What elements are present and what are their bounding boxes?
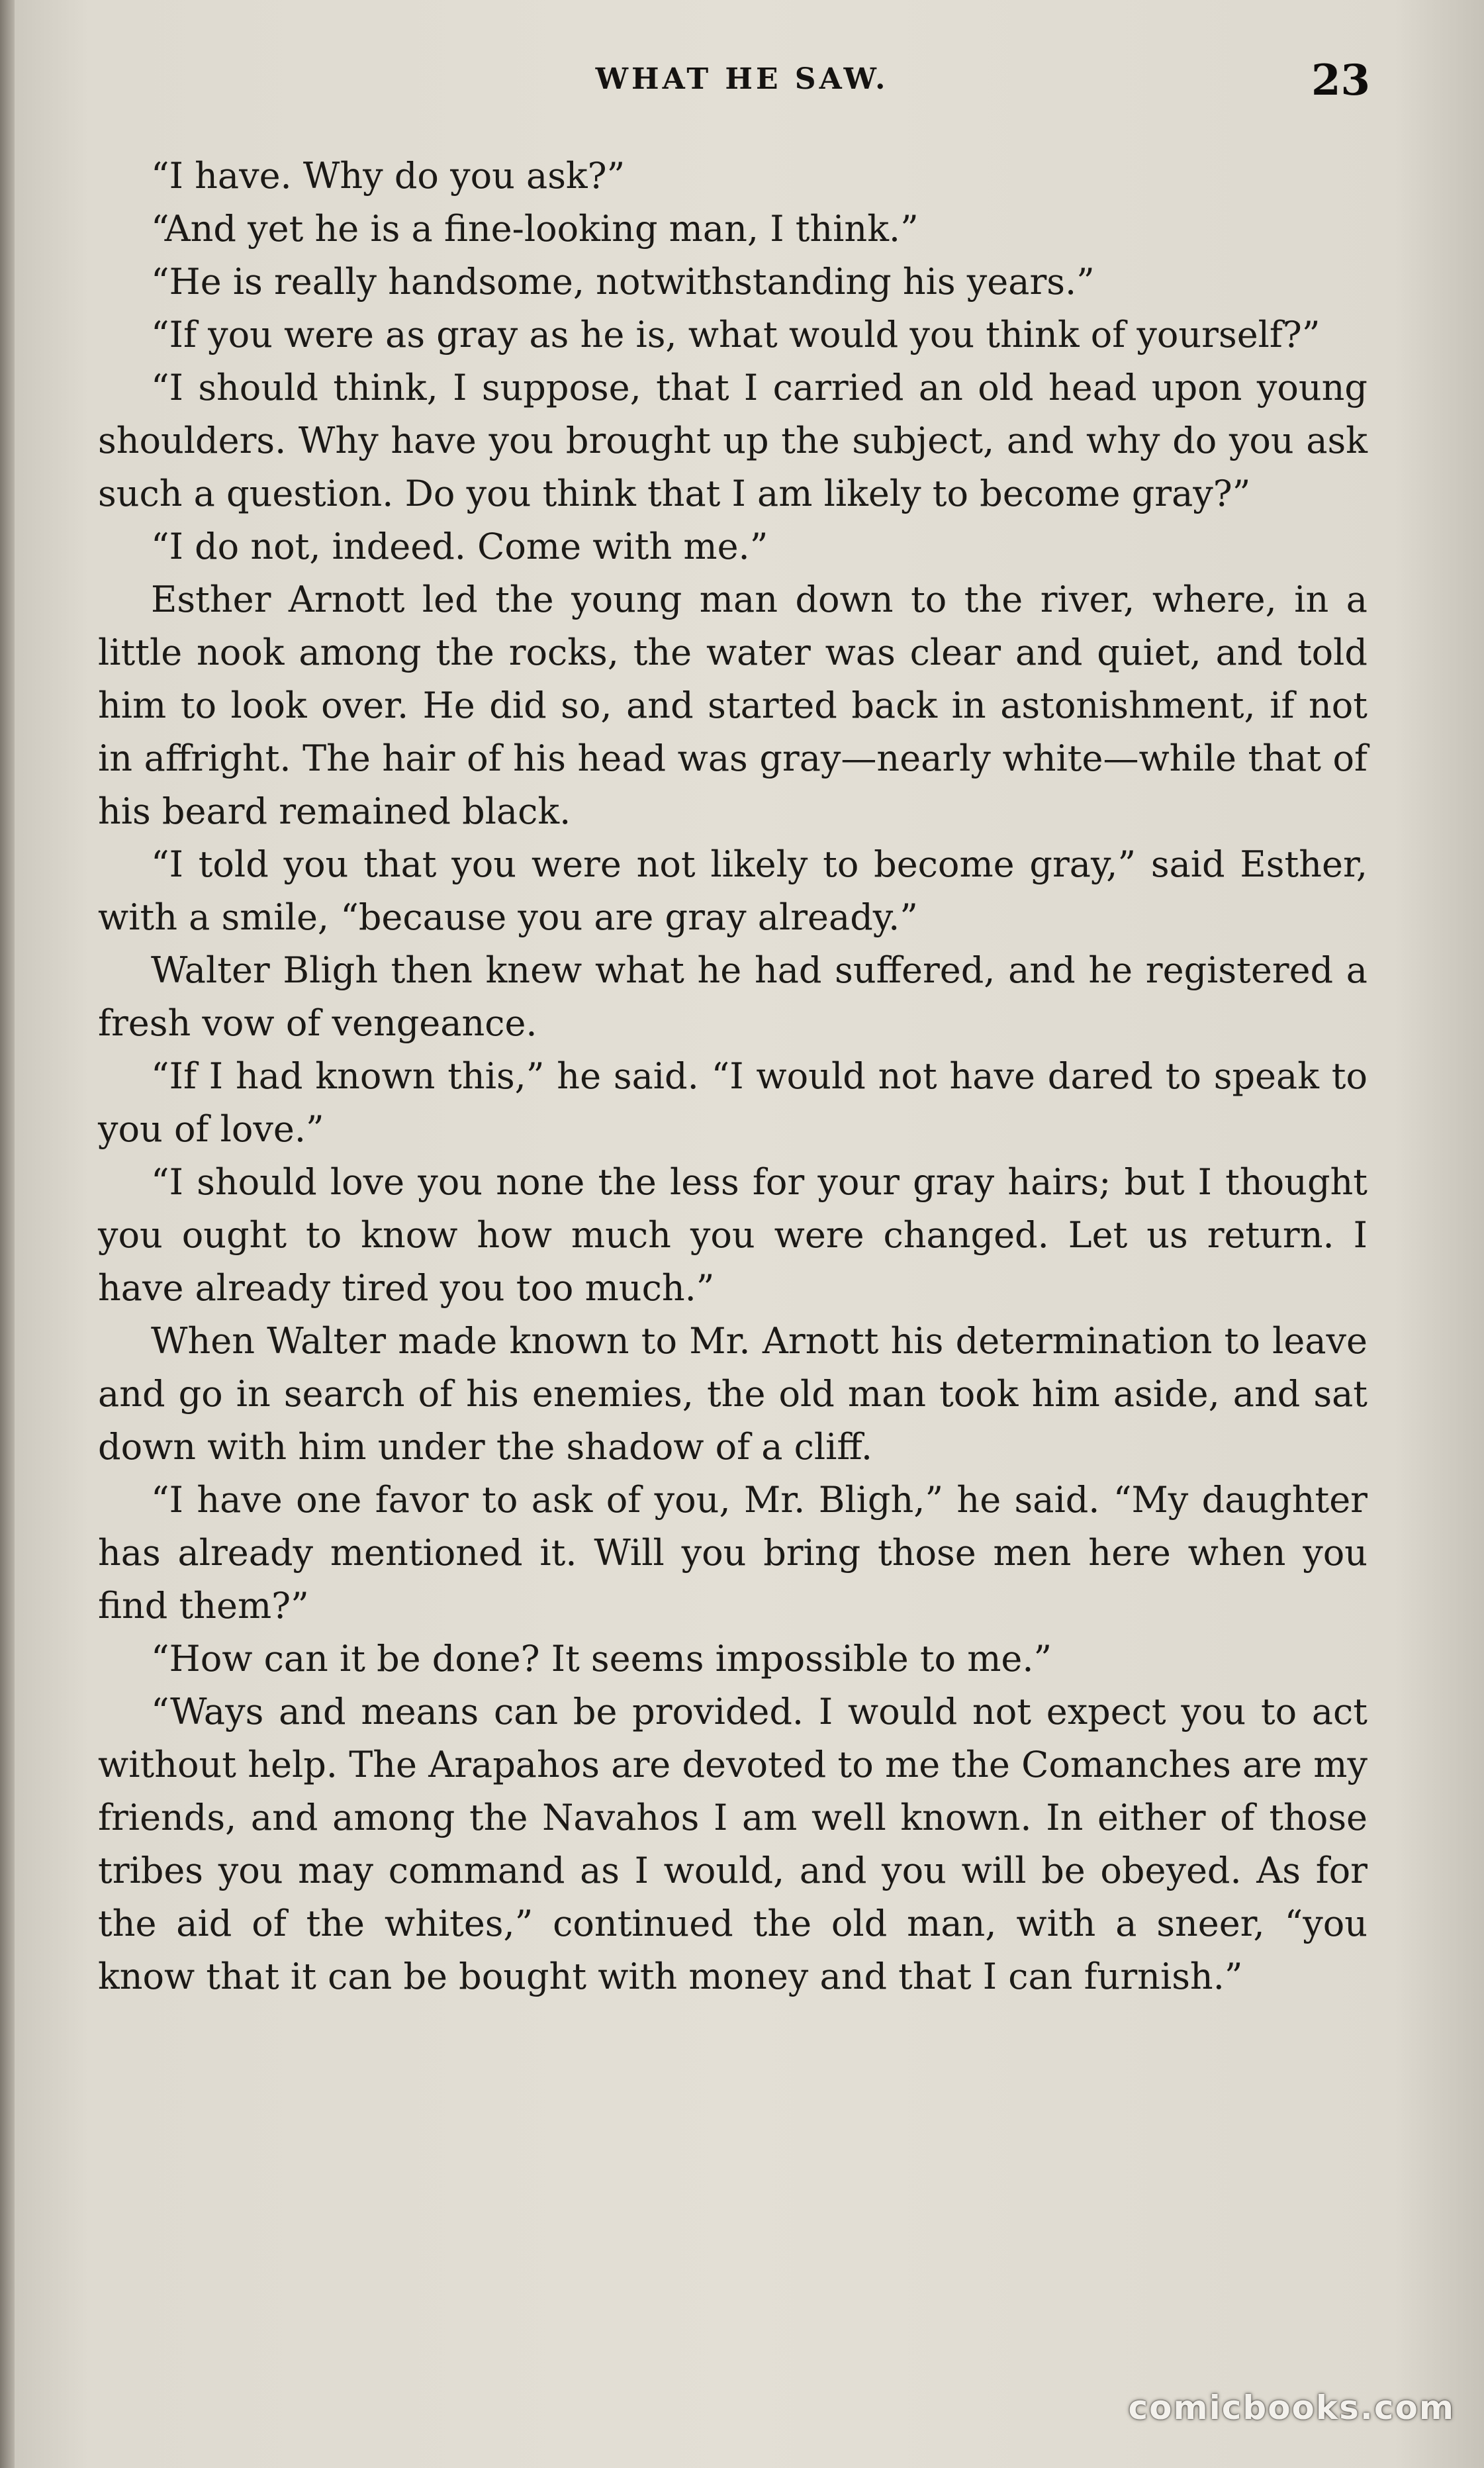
paragraph: “I told you that you were not likely to become gray,” said Esther, with a smile, “because you are gray already.” [98,843,1368,938]
paragraph: “And yet he is a fine-looking man, I think.” [151,208,919,250]
running-head: WHAT HE SAW. [595,62,889,96]
watermark: comicbooks.com [1128,2389,1455,2427]
paragraph: “I have. Why do you ask?” [151,155,626,197]
page-number: 23 [1311,56,1370,105]
paragraph: “I have one favor to ask of you, Mr. Bligh,” he said. “My daughter has already mentioned it. Will you bring those men here when you find them?” [98,1479,1368,1627]
paragraph: “If I had known this,” he said. “I would not have dared to speak to you of love.” [98,1055,1368,1150]
paragraph: Esther Arnott led the young man down to the river, where, in a little nook among the rocks, the water was clear and quiet, and told him to look over. He did so, and started back in astonishment, if not in affright. The hair of his head was gray—nearly white—while that of his beard remained black. [98,579,1368,832]
body-text [98,150,1368,2003]
paragraph: When Walter made known to Mr. Arnott his determination to leave and go in search of his enemies, the old man took him aside, and sat down with him under the shadow of a cliff. [98,1320,1368,1468]
paragraph: “I do not, indeed. Come with me.” [151,526,768,567]
paragraph: “I should think, I suppose, that I carried an old head upon young shoulders. Why have you brought up the subject, and why do you ask such a question. Do you think that I am likely to become gray?” [98,367,1368,514]
paragraph: “I should love you none the less for your gray hairs; but I thought you ought to know how much you were changed. Let us return. I have already tired you too much.” [98,1161,1368,1309]
paragraph: “Ways and means can be provided. I would not expect you to act without help. The Arapahos are devoted to me the Comanches are my friends, and among the Navahos I am well known. In either of those tribes you may command as I would, and you will be obeyed. As for the aid of the whites,” continued the old man, with a sneer, “you know that it can be bought with money and that I can furnish.” [98,1691,1368,1997]
paragraph: “If you were as gray as he is, what would you think of yourself?” [151,314,1321,356]
paragraph: “He is really handsome, notwithstanding his years.” [151,261,1095,303]
paragraph: Walter Bligh then knew what he had suffered, and he registered a fresh vow of vengeance. [98,949,1368,1044]
page-gutter-shadow [0,0,15,2468]
page-header [0,56,1484,109]
paragraph: “How can it be done? It seems impossible to me.” [151,1638,1052,1680]
